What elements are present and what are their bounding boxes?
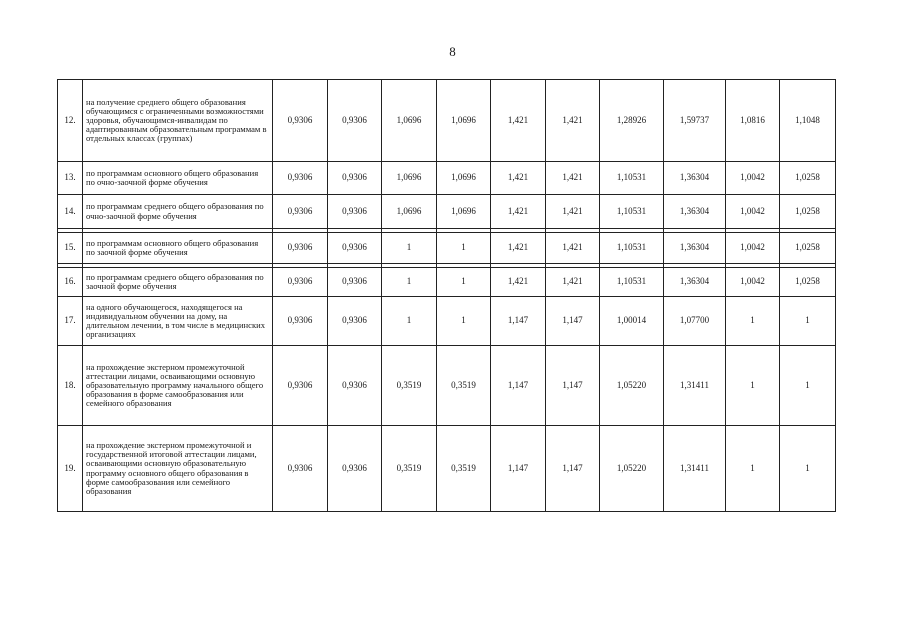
row-number: 12. — [58, 80, 83, 162]
coefficient-cell: 1,00014 — [600, 297, 664, 346]
coefficient-cell: 0,9306 — [328, 426, 382, 512]
table-row — [58, 346, 836, 426]
coefficient-cell: 1,421 — [546, 80, 600, 162]
row-number: 14. — [58, 195, 83, 229]
coefficient-cell: 1,36304 — [664, 162, 726, 195]
row-description: по программам среднего общего образования по очно-заочной форме обучения — [83, 195, 273, 229]
coefficient-cell: 0,9306 — [328, 162, 382, 195]
coefficient-cell: 1,147 — [546, 346, 600, 426]
coefficient-cell: 1 — [780, 346, 836, 426]
table-row — [58, 297, 836, 346]
coefficient-cell: 1,0696 — [382, 80, 437, 162]
coefficient-cell: 1 — [437, 233, 491, 264]
table-row — [58, 80, 836, 162]
coefficient-cell: 0,9306 — [328, 195, 382, 229]
coefficient-cell: 1,36304 — [664, 268, 726, 297]
coefficient-cell: 1,421 — [546, 195, 600, 229]
coefficient-cell: 1,31411 — [664, 346, 726, 426]
coefficient-cell: 1,0258 — [780, 268, 836, 297]
coefficient-cell: 0,3519 — [437, 426, 491, 512]
coefficient-cell: 1,0696 — [437, 195, 491, 229]
coefficient-cell: 1,59737 — [664, 80, 726, 162]
coefficient-cell: 1,10531 — [600, 233, 664, 264]
coefficient-cell: 0,9306 — [273, 162, 328, 195]
coefficient-cell: 1,421 — [491, 80, 546, 162]
table-row — [58, 268, 836, 297]
row-number: 18. — [58, 346, 83, 426]
coefficient-cell: 1,421 — [546, 233, 600, 264]
coefficient-cell: 0,3519 — [382, 426, 437, 512]
row-number: 19. — [58, 426, 83, 512]
coefficient-cell: 1,0696 — [437, 80, 491, 162]
coefficient-cell: 1,31411 — [664, 426, 726, 512]
coefficient-cell: 1 — [726, 346, 780, 426]
coefficient-cell: 0,9306 — [328, 233, 382, 264]
coefficient-cell: 0,9306 — [273, 80, 328, 162]
row-description: по программам основного общего образования по очно-заочной форме обучения — [83, 162, 273, 195]
coefficient-cell: 1,28926 — [600, 80, 664, 162]
table-row — [58, 233, 836, 264]
coefficient-cell: 1 — [382, 268, 437, 297]
coefficient-cell: 1 — [780, 297, 836, 346]
coefficient-cell: 0,9306 — [273, 268, 328, 297]
coefficient-cell: 1,05220 — [600, 426, 664, 512]
coefficient-cell: 1,0042 — [726, 268, 780, 297]
coefficient-cell: 1,421 — [491, 233, 546, 264]
row-number: 15. — [58, 233, 83, 264]
coefficient-cell: 1,07700 — [664, 297, 726, 346]
coefficient-cell: 1,147 — [491, 426, 546, 512]
coefficient-cell: 1 — [780, 426, 836, 512]
coefficient-cell: 1 — [437, 268, 491, 297]
coefficient-cell: 1,0696 — [382, 162, 437, 195]
coefficient-cell: 0,3519 — [437, 346, 491, 426]
coefficient-cell: 1,147 — [546, 426, 600, 512]
coefficient-cell: 1 — [726, 297, 780, 346]
coefficient-cell: 1,147 — [491, 346, 546, 426]
coefficient-cell: 1,36304 — [664, 195, 726, 229]
page-number: 8 — [449, 44, 456, 59]
coefficient-cell: 1 — [382, 233, 437, 264]
coefficient-cell: 1,147 — [546, 297, 600, 346]
coefficient-cell: 0,9306 — [328, 268, 382, 297]
coefficient-cell: 1,421 — [491, 162, 546, 195]
coefficient-cell: 1,10531 — [600, 268, 664, 297]
coefficient-cell: 1,0816 — [726, 80, 780, 162]
coefficient-cell: 1,421 — [546, 162, 600, 195]
coefficient-cell: 1,0258 — [780, 233, 836, 264]
coefficient-cell: 1,10531 — [600, 162, 664, 195]
row-description: на прохождение экстерном промежуточной аттестации лицами, осваивающими основную образовательную программу начального общего образования в форме самообразования или семейного образования — [83, 346, 273, 426]
coefficient-cell: 0,9306 — [273, 426, 328, 512]
coefficient-cell: 0,3519 — [382, 346, 437, 426]
coefficient-cell: 1,0258 — [780, 162, 836, 195]
coefficient-cell: 1,36304 — [664, 233, 726, 264]
coefficient-cell: 1,1048 — [780, 80, 836, 162]
coefficient-cell: 0,9306 — [273, 346, 328, 426]
coefficient-cell: 0,9306 — [328, 297, 382, 346]
row-description: на получение среднего общего образования обучающимся с ограниченными возможностями здоровья, обучающимся-инвалидам по адаптированным образовательным программам в отдельных классах (группах) — [83, 80, 273, 162]
coefficient-cell: 1,0696 — [437, 162, 491, 195]
coefficient-cell: 1,0042 — [726, 195, 780, 229]
coefficient-cell: 0,9306 — [273, 297, 328, 346]
row-description: на прохождение экстерном промежуточной и государственной итоговой аттестации лицами, осваивающими основную образовательную программу основного общего образования в форме самообразования или семейного образования — [83, 426, 273, 512]
coefficient-cell: 1,05220 — [600, 346, 664, 426]
row-number: 16. — [58, 268, 83, 297]
row-description: по программам среднего общего образования по заочной форме обучения — [83, 268, 273, 297]
coefficient-cell: 1,421 — [491, 195, 546, 229]
coefficient-cell: 1,0042 — [726, 162, 780, 195]
coefficient-cell: 1,421 — [491, 268, 546, 297]
row-number: 13. — [58, 162, 83, 195]
row-number: 17. — [58, 297, 83, 346]
coefficient-cell: 0,9306 — [273, 233, 328, 264]
coefficient-cell: 0,9306 — [328, 346, 382, 426]
coefficient-cell: 1,0696 — [382, 195, 437, 229]
table-row — [58, 195, 836, 229]
coefficient-cell: 1 — [437, 297, 491, 346]
row-description: на одного обучающегося, находящегося на индивидуальном обучении на дому, на длительном лечении, в том числе в медицинских организациях — [83, 297, 273, 346]
coefficient-cell: 1 — [726, 426, 780, 512]
coefficient-cell: 1,147 — [491, 297, 546, 346]
table-row — [58, 162, 836, 195]
coefficients-table — [57, 79, 836, 512]
coefficient-cell: 1,0258 — [780, 195, 836, 229]
coefficient-cell: 0,9306 — [328, 80, 382, 162]
coefficient-cell: 1,421 — [546, 268, 600, 297]
table-row — [58, 426, 836, 512]
coefficient-cell: 0,9306 — [273, 195, 328, 229]
coefficient-cell: 1,0042 — [726, 233, 780, 264]
row-description: по программам основного общего образования по заочной форме обучения — [83, 233, 273, 264]
coefficient-cell: 1,10531 — [600, 195, 664, 229]
coefficient-cell: 1 — [382, 297, 437, 346]
